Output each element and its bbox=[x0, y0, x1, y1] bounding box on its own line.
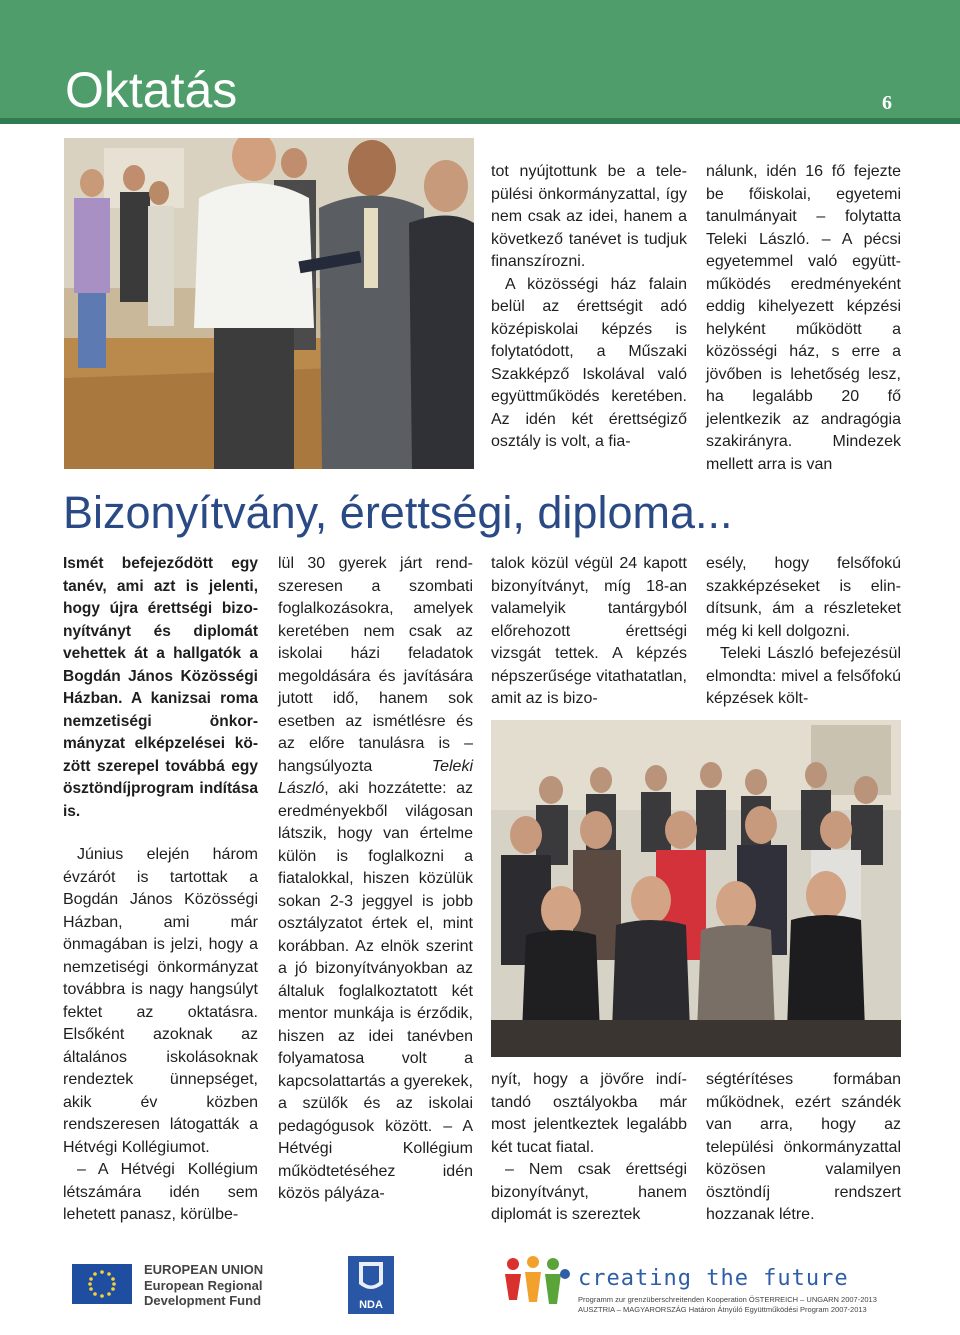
text-run: , aki hozzátette: az eredményekből világosan látszik, hogy van értelme külön is foglalkozni a fiatalokkal, hiszen közülük sokan 2-3 jeggyel is jobb osztályzatot értek el, mint korábban. Az elnök szerint a jó bizonyítványokban az általuk foglalkoztatott két mentor munkája is érződik, hiszen az idei tanévben folyamatosa volt a kapcsolattartás a gyerekek, a szülők és az iskolai pedagógusok között. – A Hétvégi Kollégium működtetéséhez idén közös pályáza- bbox=[278, 780, 473, 1202]
creating-the-future-figures-icon bbox=[503, 1254, 573, 1312]
program-caption bbox=[578, 1295, 918, 1314]
photo-audience bbox=[491, 720, 901, 1057]
paragraph: nálunk, idén 16 fő fejezte be főiskolai, egyetemi tanulmányait – folytatta Teleki László. – A pécsi egyetemmel való együttműködés eredményeként eddig kihelyezett képzési helyként működött a közösségi ház, s erre a jövőben is lehetőség lesz, ha legalább 20 fő jelentkezik az andragógia szakirányra. Mindezek mellett arra is van bbox=[706, 163, 901, 473]
paragraph: ségtérítéses formában működnek, ezért szándék van arra, hogy az települési önkormányzattal közösen valamilyen ösztöndíj rendszert hozzanak létre. bbox=[706, 1071, 901, 1223]
program-line: Programm zur grenzüberschreitenden Kooperation ÖSTERREICH – UNGARN 2007-2013 bbox=[578, 1295, 877, 1304]
creating-the-future-title: creating the future bbox=[578, 1266, 849, 1291]
article-headline: Bizonyítvány, érettségi, diploma... bbox=[63, 487, 733, 538]
text-run: lül 30 gyerek járt rendszeresen a szombati foglalkozásokra, amelyek keretében nem csak az iskolai házi feladatok megoldására és javítására jutott idő, hanem sok esetben az ismétlésre és az előre tanulásra is – hangsúlyozta bbox=[278, 555, 473, 775]
paragraph: – A Hétvégi Kollégium létszámára idén sem lehetett panasz, körülbe- bbox=[63, 1161, 258, 1223]
eu-flag-icon bbox=[72, 1264, 132, 1304]
column-3-mid bbox=[491, 553, 687, 711]
top-column-4 bbox=[706, 161, 901, 476]
eu-line: EUROPEAN UNION bbox=[144, 1262, 264, 1277]
paragraph bbox=[278, 553, 473, 1206]
top-column-3 bbox=[491, 161, 687, 454]
page-number: 6 bbox=[882, 92, 892, 114]
eu-line: Development Fund bbox=[144, 1293, 262, 1308]
person-name-italic: Teleki László bbox=[278, 757, 473, 797]
paragraph: Június elején három évzárót is tartottak a Bogdán János Közösségi Házban, ami már önmagában is jelzi, hogy a nemzetiségi önkormányzat továbbra is nagy hangsúlyt fektet az oktatásra. Elsőként azoknak az általános iskolásoknak rendeztek ünnepséget, akik év közben rendszeresen látogatták a Hétvégi Kollégiumot. bbox=[63, 846, 258, 1156]
paragraph: A közösségi ház falain belül az érettségit adó középiskolai képzés is folytatódott, a Műszaki Szakképző Iskolával való együttműködés keretében. Az idén két érettségiző osztály is volt, a fia- bbox=[491, 275, 687, 450]
column-3-bottom bbox=[491, 1069, 687, 1227]
photo-certificate-ceremony bbox=[64, 138, 474, 469]
program-line: AUSZTRIA – MAGYARORSZÁG Határon Átnyúló Együttműködési Program 2007-2013 bbox=[578, 1304, 867, 1314]
column-4-mid bbox=[706, 553, 901, 711]
eu-fund-caption bbox=[144, 1262, 263, 1309]
eu-line: European Regional bbox=[144, 1277, 263, 1293]
lead-text: Ismét befejeződött egy tanév, ami azt is jelenti, hogy újra érettségi bizonyítványt és diplomát vehettek át a hallgatók a Bogdán János Közösségi Házban. A kanizsai roma nemzetiségi önkormányzat elképzelései között szerepel továbbá egy ösztöndíjprogram indítása is. bbox=[63, 555, 258, 820]
paragraph: Teleki László befejezésül elmondta: mivel a felsőfokú képzések költ- bbox=[706, 645, 901, 707]
paragraph: nyít, hogy a jövőre indítandó osztályokba már most jelentkeztek legalább két tucat fiatal. bbox=[491, 1071, 687, 1156]
paragraph: talok közül végül 24 kapott bizonyítványt, míg 18-an valamelyik tantárgyból előrehozott érettségi vizsgát tettek. A képzés népszerűsége vitathatatlan, amit az is bizo- bbox=[491, 555, 687, 707]
nda-label: NDA bbox=[359, 1299, 383, 1311]
column-4-bottom bbox=[706, 1069, 901, 1227]
article-lead bbox=[63, 553, 258, 823]
column-1 bbox=[63, 844, 258, 1227]
paragraph: tot nyújtottunk be a települési önkormányzattal, így nem csak az idei, hanem a következő tanévet is tudjuk finanszírozni. bbox=[491, 163, 687, 270]
section-title: Oktatás bbox=[65, 62, 238, 118]
paragraph: – Nem csak érettségi bizonyítványt, hanem diplomát is szereztek bbox=[491, 1161, 687, 1223]
column-2 bbox=[278, 553, 473, 1206]
paragraph: esély, hogy felsőfokú szakképzéseket is elindítsunk, ám a részleteket még ki kell dolgozni. bbox=[706, 555, 901, 640]
